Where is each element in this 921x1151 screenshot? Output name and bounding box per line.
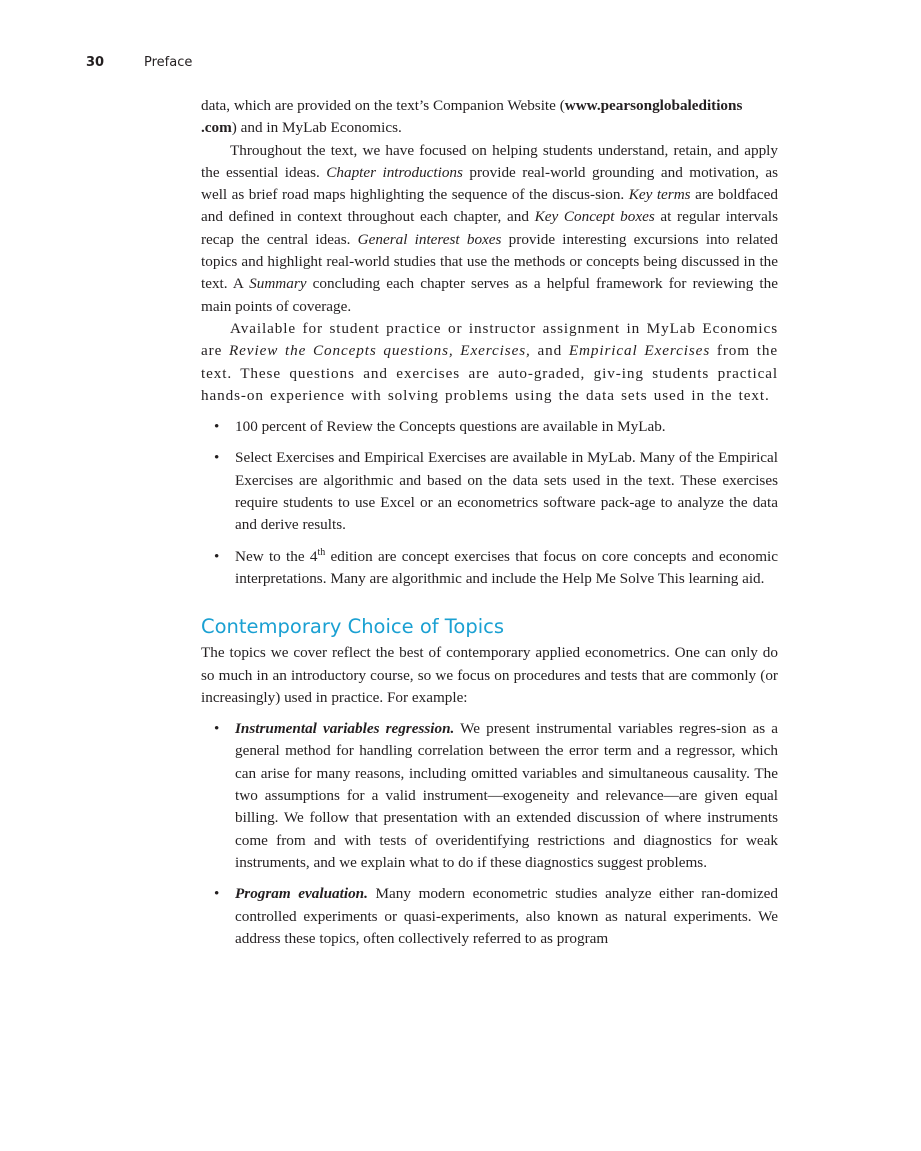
intro-text-end: ) and in MyLab Economics. [231, 119, 402, 137]
bullet-select-exercises: Select Exercises and Empirical Exercises are available in MyLab. Many of the Empirical Exercises are algorithmic and based on the data sets used in the text. These exercises require students to use Excel or an econometrics software pack-age to analyze the data and derive results. [235, 449, 778, 534]
practice-bullet-list [201, 416, 778, 590]
running-head [86, 54, 192, 72]
practice-text-3: from the text. These questions and exercises are auto-graded, giv-ing students practical hands-on experience with solving problems using the data sets used in the text. [201, 342, 778, 404]
page-body [201, 95, 778, 959]
page-number: 30 [86, 55, 105, 70]
term-review-the-concepts: Review the Concepts questions, Exercises, [228, 342, 531, 360]
list-item [201, 447, 778, 536]
bullet-new-edition-end: edition are concept exercises that focus on core concepts and economic interpretations. Many are algorithmic and include the Help Me Solve This learning aid. [235, 547, 778, 587]
term-key-terms: Key terms [628, 186, 691, 204]
ordinal-superscript: th [317, 546, 326, 558]
topic-program-evaluation-text: Many modern econometric studies analyze either ran-domized controlled experiments or quasi-experiments, also known as natural experiments. We address these topics, often collectively referred to as program [235, 885, 778, 947]
practice-text-1: Available for student practice or instructor assignment in MyLab Economics are [201, 319, 778, 360]
term-summary: Summary [249, 275, 307, 293]
focus-paragraph [201, 140, 778, 318]
topics-bullet-list [201, 718, 778, 950]
term-key-concept-boxes: Key Concept boxes [534, 208, 655, 226]
topic-instrumental-variables-title: Instrumental variables regression. [235, 720, 455, 738]
term-chapter-introductions: Chapter introductions [326, 163, 463, 181]
list-item [201, 718, 778, 874]
term-empirical-exercises: Empirical Exercises [568, 342, 711, 360]
url-part-2: .com [201, 119, 232, 137]
bullet-new-edition-start: New to the 4 [235, 547, 318, 565]
practice-paragraph [201, 318, 778, 407]
list-item [201, 546, 778, 591]
practice-text-2: and [530, 342, 569, 360]
focus-text-3: are boldfaced and defined in context throughout each chapter, and [201, 186, 778, 226]
focus-text-4: at regular intervals recap the central ideas. [201, 208, 778, 248]
intro-paragraph [201, 95, 778, 140]
running-head-section: Preface [144, 55, 193, 70]
topics-intro-paragraph: The topics we cover reflect the best of contemporary applied econometrics. One can only do so much in an introductory course, so we focus on procedures and tests that are commonly (or increasingly) used in practice. For example: [201, 644, 778, 706]
focus-text-1: Throughout the text, we have focused on helping students understand, retain, and apply the essential ideas. [201, 141, 778, 181]
bullet-review-concepts: 100 percent of Review the Concepts questions are available in MyLab. [235, 418, 666, 436]
term-general-interest-boxes: General interest boxes [357, 230, 502, 248]
focus-text-6: concluding each chapter serves as a helpful framework for reviewing the main points of coverage. [201, 275, 778, 315]
url-part-1: www.pearsonglobaleditions [564, 97, 743, 114]
intro-text-start: data, which are provided on the text’s Companion Website ( [201, 97, 565, 114]
list-item [201, 416, 778, 438]
topic-program-evaluation-title: Program evaluation. [235, 885, 368, 903]
focus-text-2: provide real-world grounding and motivation, as well as brief road maps highlighting the sequence of the discus-sion. [201, 163, 778, 204]
focus-text-5: provide interesting excursions into related topics and highlight real-world studies that use the methods or concepts being discussed in the text. A [201, 230, 778, 293]
section-heading: Contemporary Choice of Topics [201, 615, 505, 639]
topic-instrumental-variables-text: We present instrumental variables regres-sion as a general method for handling correlation between the error term and a regressor, which can arise for many reasons, including omitted variables and simultaneous causality. The two assumptions for a valid instrument—exogeneity and relevance—are given equal billing. We follow that presentation with an extended discussion of where instruments come from and with tests of overidentifying restrictions and diagnostics for weak instruments, and we explain what to do if these diagnostics suggest problems. [235, 720, 778, 871]
list-item [201, 883, 778, 950]
